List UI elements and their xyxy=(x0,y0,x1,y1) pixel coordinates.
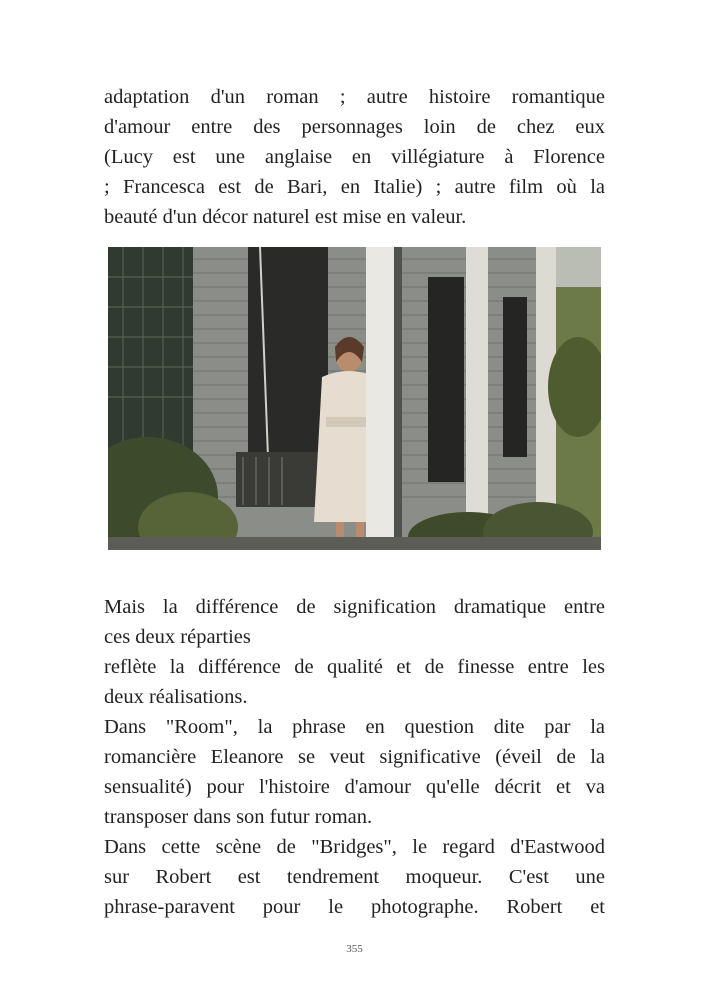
text-line: deux réalisations. xyxy=(104,686,248,708)
top-paragraph xyxy=(104,82,605,232)
text-line: adaptation d'un roman ; autre histoire romantique xyxy=(104,86,605,108)
text-line: phrase-paravent pour le photographe. Robert et xyxy=(104,896,605,918)
film-still-photo xyxy=(108,247,601,550)
text-line: ; Francesca est de Bari, en Italie) ; autre film où la xyxy=(104,176,605,198)
text-line: d'amour entre des personnages loin de chez eux xyxy=(104,116,605,138)
text-line: Dans "Room", la phrase en question dite par la xyxy=(104,716,605,738)
text-line: transposer dans son futur roman. xyxy=(104,806,373,828)
text-line: Dans cette scène de "Bridges", le regard d'Eastwood xyxy=(104,836,605,858)
bottom-paragraph xyxy=(104,592,605,922)
text-line: ces deux réparties xyxy=(104,626,251,648)
text-line: sur Robert est tendrement moqueur. C'est une xyxy=(104,866,605,888)
text-line: Mais la différence de signification dramatique entre xyxy=(104,596,605,618)
text-line: reflète la différence de qualité et de finesse entre les xyxy=(104,656,605,678)
page-number: 355 xyxy=(346,943,363,955)
text-line: sensualité) pour l'histoire d'amour qu'elle décrit et va xyxy=(104,776,605,798)
text-line: beauté d'un décor naturel est mise en valeur. xyxy=(104,206,467,228)
text-line: (Lucy est une anglaise en villégiature à Florence xyxy=(104,146,605,168)
text-line: romancière Eleanore se veut significative (éveil de la xyxy=(104,746,605,768)
